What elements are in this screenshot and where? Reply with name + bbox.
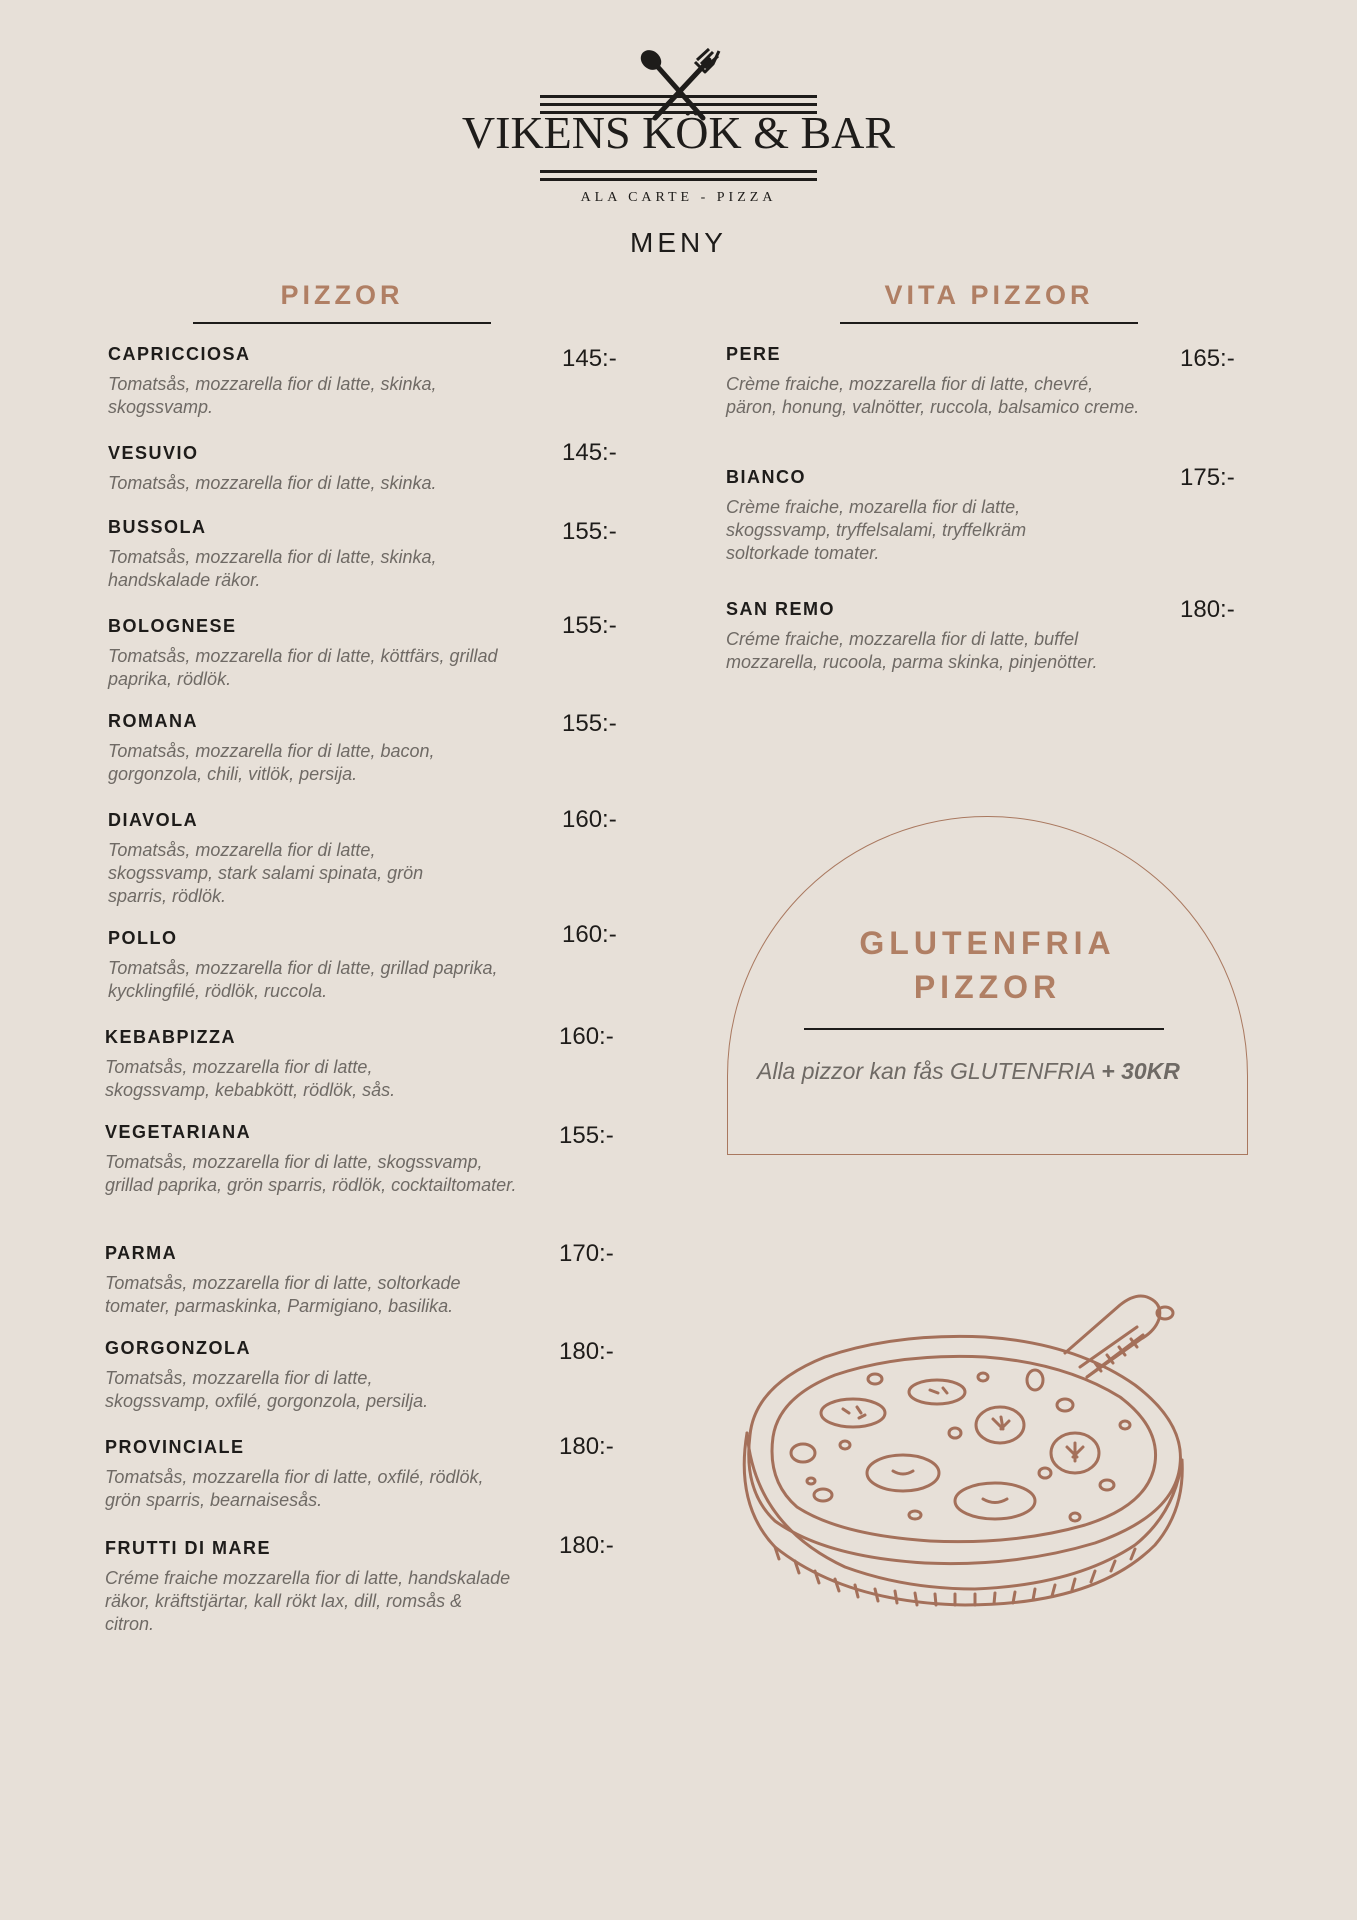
item-description: Tomatsås, mozzarella fior di latte, skogssvamp, grillad paprika, grön sparris, rödlök, cocktailtomater.	[105, 1152, 517, 1195]
item-price: 170:-	[559, 1240, 614, 1267]
glutenfria-title-line2: PIZZOR	[913, 969, 1062, 1005]
glutenfria-rule	[804, 1028, 1164, 1030]
glutenfria-note	[757, 1058, 1180, 1085]
item-description: Tomatsås, mozzarella fior di latte, oxfilé, rödlök, grön sparris, bearnaisesås.	[105, 1467, 484, 1510]
restaurant-subtitle: ALA CARTE - PIZZA	[580, 190, 777, 205]
item-name: SAN REMO	[726, 599, 836, 619]
logo-bottom-lines	[540, 170, 817, 186]
item-description: Tomatsås, mozzarella fior di latte, skogssvamp, oxfilé, gorgonzola, persilja.	[105, 1368, 429, 1411]
item-description: Créme fraiche, mozzarella fior di latte, buffel mozzarella, rucoola, parma skinka, pinjenötter.	[726, 629, 1098, 672]
item-name: BUSSOLA	[108, 517, 207, 537]
menu-item-frutti-di-mare	[105, 1537, 515, 1636]
menu-item-diavola	[108, 809, 448, 908]
glutenfria-note-text: Alla pizzor kan fås GLUTENFRIA	[757, 1058, 1095, 1084]
item-name: PROVINCIALE	[105, 1437, 245, 1457]
item-price: 145:-	[562, 439, 617, 466]
menu-item-bianco	[726, 466, 1106, 565]
item-description: Tomatsås, mozzarella fior di latte, skinka.	[108, 473, 437, 493]
item-name: FRUTTI DI MARE	[105, 1538, 271, 1558]
menu-item-bolognese	[108, 615, 508, 691]
item-description: Tomatsås, mozzarella fior di latte, skinka, skogssvamp.	[108, 374, 437, 417]
menu-item-san-remo	[726, 598, 1146, 674]
glutenfria-title	[728, 921, 1247, 1009]
item-description: Crème fraiche, mozzarella fior di latte, chevré, päron, honung, valnötter, ruccola, balsamico creme.	[726, 374, 1140, 417]
section-heading-vita-pizzor: VITA PIZZOR	[884, 280, 1094, 310]
item-price: 145:-	[562, 345, 617, 372]
item-price: 155:-	[562, 518, 617, 545]
item-name: VESUVIO	[108, 443, 199, 463]
glutenfria-title-line1: GLUTENFRIA	[859, 925, 1116, 961]
item-name: GORGONZOLA	[105, 1338, 251, 1358]
item-price: 180:-	[1180, 596, 1235, 623]
menu-item-capricciosa	[108, 343, 508, 419]
menu-item-kebabpizza	[105, 1026, 465, 1102]
menu-item-bussola	[108, 516, 508, 592]
item-description: Crème fraiche, mozarella fior di latte, skogssvamp, tryffelsalami, tryffelkräm soltorkade tomater.	[726, 497, 1027, 563]
item-price: 155:-	[559, 1122, 614, 1149]
item-name: BOLOGNESE	[108, 616, 237, 636]
menu-item-pere	[726, 343, 1146, 419]
glutenfria-panel	[727, 816, 1248, 1155]
menu-item-provinciale	[105, 1436, 505, 1512]
section-rule-vita-pizzor	[840, 322, 1138, 324]
item-description: Tomatsås, mozzarella fior di latte, skinka, handskalade räkor.	[108, 547, 437, 590]
section-heading-pizzor: PIZZOR	[280, 280, 404, 310]
section-rule-pizzor	[193, 322, 491, 324]
item-price: 180:-	[559, 1338, 614, 1365]
menu-item-vesuvio	[108, 442, 508, 495]
item-description: Tomatsås, mozzarella fior di latte, bacon, gorgonzola, chili, vitlök, persija.	[108, 741, 435, 784]
item-price: 180:-	[559, 1433, 614, 1460]
item-price: 160:-	[562, 921, 617, 948]
item-price: 155:-	[562, 612, 617, 639]
item-name: ROMANA	[108, 711, 198, 731]
item-price: 160:-	[559, 1023, 614, 1050]
item-description: Tomatsås, mozzarella fior di latte, grillad paprika, kycklingfilé, rödlök, ruccola.	[108, 958, 498, 1001]
item-price: 160:-	[562, 806, 617, 833]
menu-item-pollo	[108, 927, 508, 1003]
item-description: Tomatsås, mozzarella fior di latte, köttfärs, grillad paprika, rödlök.	[108, 646, 498, 689]
restaurant-logo	[0, 44, 1357, 214]
item-price: 155:-	[562, 710, 617, 737]
item-name: PERE	[726, 344, 782, 364]
restaurant-name: VIKENS KÖK & BAR	[461, 107, 896, 158]
item-name: BIANCO	[726, 467, 806, 487]
menu-item-parma	[105, 1242, 525, 1318]
item-description: Tomatsås, mozzarella fior di latte, skogssvamp, stark salami spinata, grön sparris, rödlök.	[108, 840, 424, 906]
item-name: CAPRICCIOSA	[108, 344, 251, 364]
item-price: 165:-	[1180, 345, 1235, 372]
item-description: Tomatsås, mozzarella fior di latte, skogssvamp, kebabkött, rödlök, sås.	[105, 1057, 396, 1100]
item-price: 180:-	[559, 1532, 614, 1559]
item-price: 175:-	[1180, 464, 1235, 491]
item-name: PARMA	[105, 1243, 178, 1263]
item-name: POLLO	[108, 928, 178, 948]
menu-title: MENY	[630, 227, 727, 258]
glutenfria-note-price: + 30KR	[1101, 1058, 1180, 1084]
item-description: Créme fraiche mozzarella fior di latte, handskalade räkor, kräftstjärtar, kall rökt lax, dill, romsås & citron.	[105, 1568, 511, 1634]
menu-item-romana	[108, 710, 508, 786]
item-description: Tomatsås, mozzarella fior di latte, soltorkade tomater, parmaskinka, Parmigiano, basilika.	[105, 1273, 461, 1316]
menu-item-vegetariana	[105, 1121, 535, 1197]
menu-item-gorgonzola	[105, 1337, 475, 1413]
item-name: DIAVOLA	[108, 810, 199, 830]
pizza-on-peel-illustration	[735, 1285, 1195, 1620]
item-name: KEBABPIZZA	[105, 1027, 236, 1047]
item-name: VEGETARIANA	[105, 1122, 252, 1142]
